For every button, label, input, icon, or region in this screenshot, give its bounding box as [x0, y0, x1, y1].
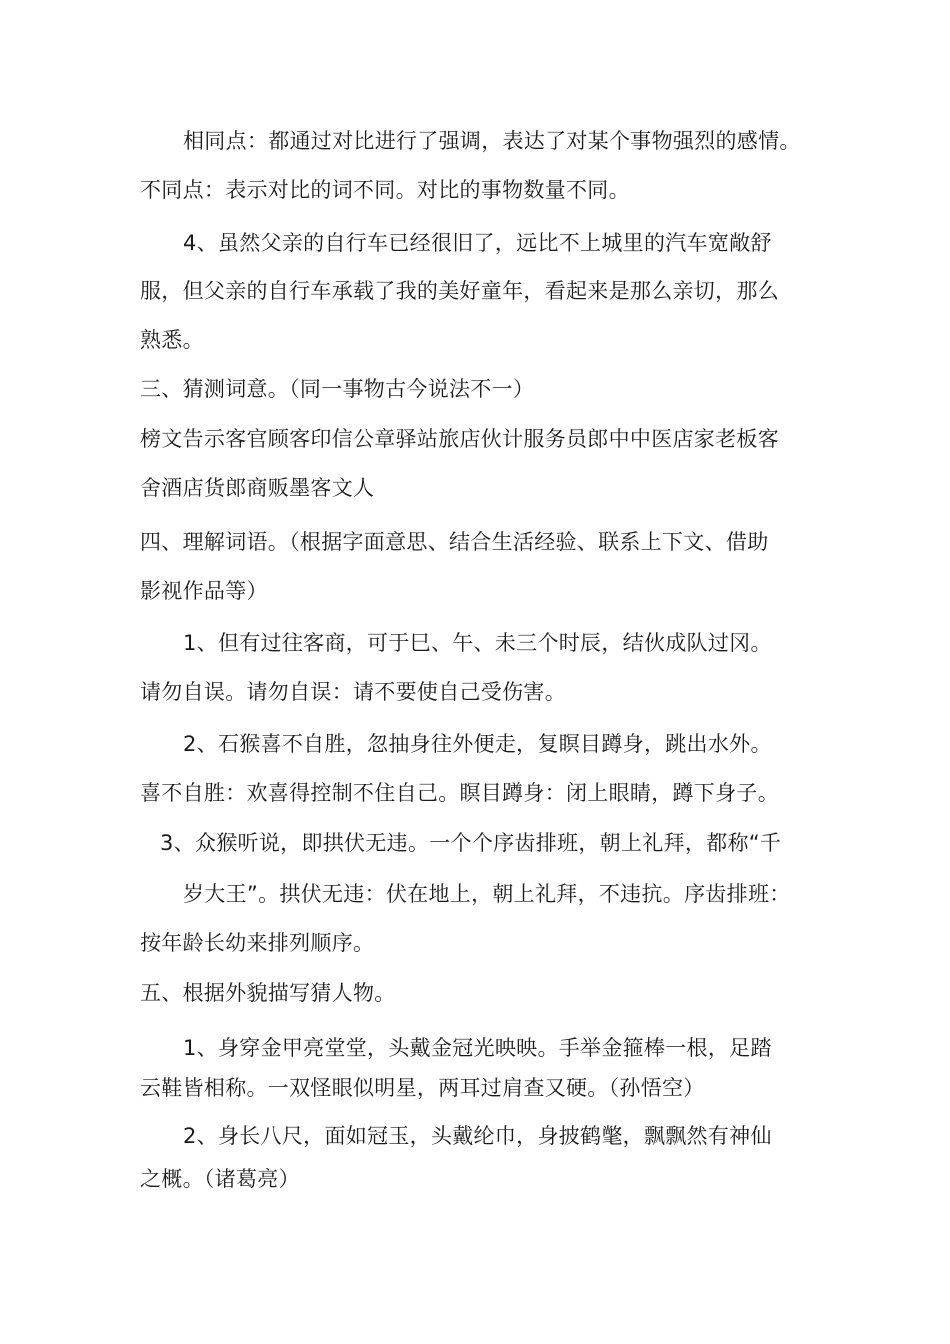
text-line-example-3-end: 按年龄长幼来排列顺序。: [140, 931, 375, 955]
text-line-item-4: 4、虽然父亲的自行车已经很旧了，远比不上城里的汽车宽敞舒: [183, 231, 772, 255]
text-line-example-2: 2、石猴喜不自胜，忽抽身往外便走，复瞑目蹲身，跳出水外。: [183, 732, 772, 756]
text-line-description-2-cont: 之概。（诸葛亮）: [140, 1167, 300, 1191]
text-line-description-1: 1、身穿金甲亮堂堂，头戴金冠光映映。手举金箍棒一根，足踏: [183, 1036, 772, 1060]
section-heading-4-cont: 影视作品等）: [140, 579, 268, 603]
text-line-item-4-cont: 服，但父亲的自行车承载了我的美好童年，看起来是那么亲切，那么: [140, 279, 779, 303]
text-line-description-1-cont: 云鞋皆相称。一双怪眼似明星，两耳过肩查又硬。（孙悟空）: [140, 1076, 705, 1100]
text-line-item-4-end: 熟悉。: [140, 328, 204, 352]
text-line-word-pairs-cont: 舍酒店货郎商贩墨客文人: [140, 476, 375, 500]
text-line-difference: 不同点：表示对比的词不同。对比的事物数量不同。: [140, 178, 630, 202]
text-line-description-2: 2、身长八尺，面如冠玉，头戴纶巾，身披鹤氅，飘飘然有神仙: [183, 1124, 772, 1148]
text-line-example-2-explain: 喜不自胜：欢喜得控制不住自己。瞑目蹲身：闭上眼睛，蹲下身子。: [140, 781, 779, 805]
text-line-example-1-explain: 请勿自误。请勿自误：请不要使自己受伤害。: [140, 680, 566, 704]
section-heading-3: 三、猜测词意。（同一事物古今说法不一）: [140, 377, 535, 401]
text-line-example-1: 1、但有过往客商，可于巳、午、未三个时辰，结伙成队过冈。: [183, 631, 772, 655]
text-line-example-3-cont: 岁大王”。拱伏无违：伏在地上，朝上礼拜，不违抗。序齿排班：: [183, 882, 791, 906]
text-line-similarity: 相同点：都通过对比进行了强调，表达了对某个事物强烈的感情。: [183, 129, 801, 153]
section-heading-4: 四、理解词语。（根据字面意思、结合生活经验、联系上下文、借助: [140, 530, 769, 554]
section-heading-5: 五、根据外貌描写猜人物。: [140, 981, 396, 1005]
text-line-example-3: 3、众猴听说，即拱伏无违。一个个序齿排班，朝上礼拜，都称“千: [160, 831, 782, 855]
text-line-word-pairs: 榜文告示客官顾客印信公章驿站旅店伙计服务员郎中中医店家老板客: [140, 427, 779, 451]
